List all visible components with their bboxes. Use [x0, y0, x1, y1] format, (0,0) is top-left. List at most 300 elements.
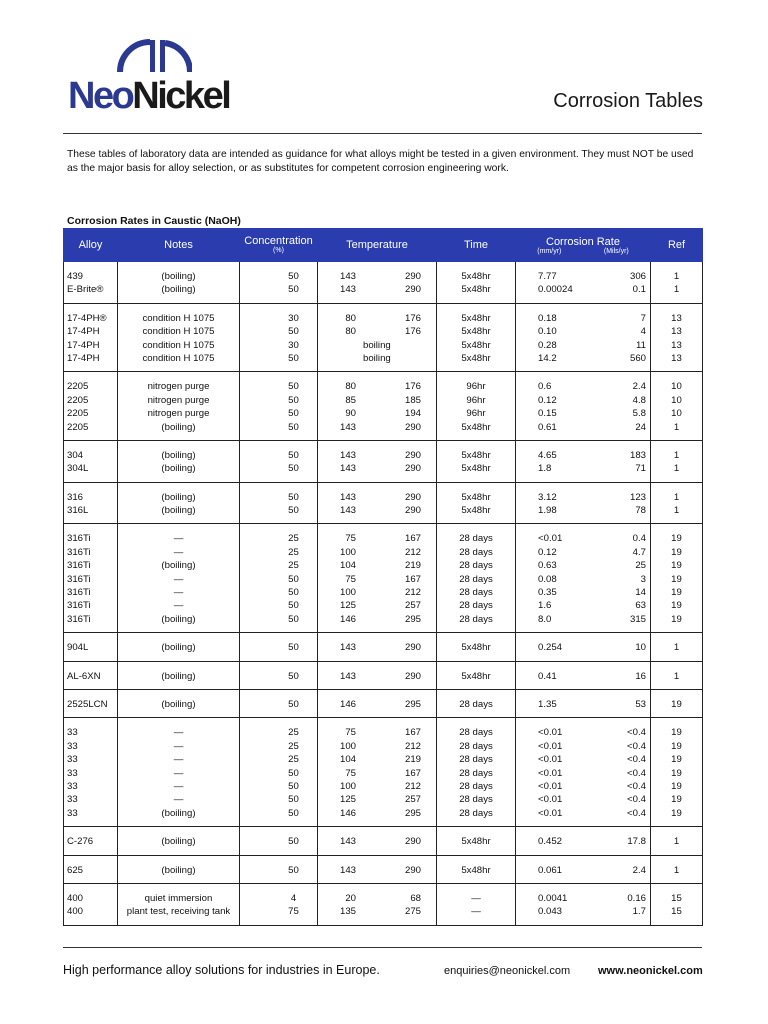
- temperature-pair: [318, 793, 436, 806]
- alloy-name: E-Brite®: [67, 284, 104, 296]
- test-notes: —: [173, 767, 184, 779]
- corrosion-rate-pair: [516, 835, 650, 848]
- concentration-value: 50: [288, 807, 299, 819]
- temperature-c: 80: [345, 381, 356, 393]
- cell-notes: [118, 689, 240, 717]
- time-value: 5x48hr: [461, 421, 491, 433]
- temperature-f: 194: [404, 408, 421, 420]
- test-notes: (boiling): [161, 463, 196, 475]
- test-notes: (boiling): [161, 670, 196, 682]
- cell-ref: [651, 661, 703, 689]
- rate-mm-per-yr: <0.01: [538, 533, 563, 545]
- alloy-name: 316Ti: [67, 613, 91, 625]
- cell-rate: [516, 633, 651, 661]
- table-group-row: [64, 262, 703, 304]
- temperature-c: 125: [339, 600, 356, 612]
- temperature-f: 212: [404, 546, 421, 558]
- temperature-c: 75: [345, 533, 356, 545]
- reference-number: 1: [673, 271, 680, 282]
- test-notes: —: [173, 573, 184, 585]
- cell-temp: [318, 633, 437, 661]
- cell-ref: [651, 855, 703, 883]
- rate-mils-per-yr: <0.4: [627, 754, 646, 766]
- corrosion-rate-pair: [516, 740, 650, 753]
- cell-rate: [516, 303, 651, 372]
- rate-mils-per-yr: 123: [629, 491, 646, 503]
- table-group-row: [64, 633, 703, 661]
- concentration-value: 50: [288, 767, 299, 779]
- temperature-f: 290: [404, 449, 421, 461]
- cell-rate: [516, 440, 651, 482]
- rate-mils-per-yr: <0.4: [627, 780, 646, 792]
- alloy-name: 33: [67, 807, 78, 819]
- cell-notes: [118, 262, 240, 304]
- corrosion-rate-pair: [516, 394, 650, 407]
- test-notes: (boiling): [161, 836, 196, 848]
- alloy-name: 17-4PH: [67, 352, 100, 364]
- time-value: 28 days: [459, 767, 493, 779]
- temperature-f: 176: [404, 312, 421, 324]
- corrosion-rate-pair: [516, 339, 650, 352]
- temperature-pair: [318, 835, 436, 848]
- header-concentration-label: Concentration: [244, 235, 313, 247]
- reference-number: 19: [671, 767, 682, 779]
- reference-number: 19: [671, 587, 682, 599]
- test-notes: (boiling): [161, 864, 196, 876]
- cell-ref: [651, 827, 703, 855]
- rate-mils-per-yr: 3: [640, 573, 646, 585]
- temperature-f: 167: [404, 533, 421, 545]
- rate-mils-per-yr: 11: [636, 339, 646, 351]
- corrosion-rate-pair: [516, 807, 650, 820]
- reference-number: 19: [671, 546, 682, 558]
- temperature-c: 146: [339, 698, 356, 710]
- header-rate-label: Corrosion Rate: [546, 235, 620, 248]
- cell-conc: [240, 372, 318, 441]
- table-group-row: [64, 372, 703, 441]
- temperature-c: 146: [339, 807, 356, 819]
- temperature-pair: [318, 641, 436, 654]
- alloy-name: 316Ti: [67, 533, 91, 545]
- alloy-name: 33: [67, 727, 78, 739]
- rate-mils-per-yr: 5.8: [632, 408, 646, 420]
- corrosion-rate-pair: [516, 892, 650, 905]
- alloy-name: AL-6XN: [67, 670, 101, 682]
- cell-conc: [240, 440, 318, 482]
- rate-mm-per-yr: 3.12: [538, 491, 557, 503]
- alloy-name: 2525LCN: [67, 698, 108, 710]
- cell-alloy: [64, 718, 118, 827]
- reference-number: 13: [671, 339, 682, 351]
- test-notes: —: [173, 794, 184, 806]
- alloy-name: 2205: [67, 421, 89, 433]
- corrosion-rate-pair: [516, 599, 650, 612]
- rate-mils-per-yr: 63: [635, 600, 646, 612]
- temperature-f: 290: [404, 491, 421, 503]
- cell-conc: [240, 303, 318, 372]
- test-notes: —: [173, 754, 184, 766]
- test-notes: —: [173, 546, 184, 558]
- alloy-name: 400: [67, 892, 84, 904]
- cell-alloy: [64, 827, 118, 855]
- temperature-c: 85: [345, 394, 356, 406]
- cell-ref: [651, 633, 703, 661]
- corrosion-rate-pair: [516, 352, 650, 365]
- temperature-f: 290: [404, 836, 421, 848]
- concentration-value: 50: [288, 587, 299, 599]
- rate-mm-per-yr: <0.01: [538, 754, 563, 766]
- footer-website-link[interactable]: www.neonickel.com: [598, 965, 703, 977]
- alloy-name: 316Ti: [67, 560, 91, 572]
- alloy-name: 316Ti: [67, 600, 91, 612]
- temperature-f: 219: [404, 754, 421, 766]
- alloy-name: 2205: [67, 381, 89, 393]
- alloy-name: 33: [67, 767, 78, 779]
- time-value: 96hr: [466, 394, 486, 406]
- test-notes: nitrogen purge: [147, 408, 210, 420]
- cell-alloy: [64, 883, 118, 925]
- rate-mils-per-yr: 17.8: [627, 836, 646, 848]
- logo-nickel: Nickel: [132, 75, 230, 117]
- time-value: 28 days: [459, 587, 493, 599]
- reference-number: 1: [673, 421, 680, 433]
- cell-temp: [318, 855, 437, 883]
- rate-mm-per-yr: <0.01: [538, 767, 563, 779]
- cell-alloy: [64, 689, 118, 717]
- rate-mm-per-yr: 7.77: [538, 271, 557, 282]
- rate-mm-per-yr: 0.28: [538, 339, 557, 351]
- cell-time: [437, 827, 516, 855]
- test-notes: —: [173, 587, 184, 599]
- temperature-f: 275: [404, 906, 421, 918]
- reference-number: 19: [671, 807, 682, 819]
- cell-time: [437, 855, 516, 883]
- reference-number: 1: [673, 670, 680, 682]
- concentration-value: 50: [288, 698, 299, 710]
- cell-ref: [651, 718, 703, 827]
- time-value: 5x48hr: [461, 642, 491, 654]
- table-group-row: [64, 855, 703, 883]
- alloy-name: 33: [67, 780, 78, 792]
- time-value: 5x48hr: [461, 505, 491, 517]
- cell-rate: [516, 689, 651, 717]
- reference-number: 15: [671, 892, 682, 904]
- rate-mm-per-yr: 1.98: [538, 505, 557, 517]
- cell-time: [437, 689, 516, 717]
- alloy-name: 33: [67, 754, 78, 766]
- rate-mils-per-yr: 1.7: [632, 906, 646, 918]
- temperature-pair: [318, 586, 436, 599]
- cell-temp: [318, 262, 437, 304]
- cell-time: [437, 440, 516, 482]
- header-concentration-unit: (%): [273, 247, 284, 254]
- test-notes: quiet immersion: [144, 892, 213, 904]
- rate-mils-per-yr: 10: [635, 642, 646, 654]
- footer-tagline: High performance alloy solutions for industries in Europe.: [63, 963, 380, 977]
- alloy-name: 316Ti: [67, 573, 91, 585]
- temperature-c: 143: [339, 284, 356, 296]
- temperature-f: 185: [404, 394, 421, 406]
- rate-mm-per-yr: 0.41: [538, 670, 557, 682]
- table-group-row: [64, 524, 703, 633]
- concentration-value: 30: [288, 339, 299, 351]
- reference-number: 10: [671, 394, 682, 406]
- temperature-pair: [318, 352, 436, 365]
- rate-mm-per-yr: 1.8: [538, 463, 552, 475]
- temperature-pair: [318, 698, 436, 711]
- cell-rate: [516, 262, 651, 304]
- corrosion-rate-pair: [516, 573, 650, 586]
- rate-mils-per-yr: 0.4: [632, 533, 646, 545]
- alloy-name: 316: [67, 491, 84, 503]
- corrosion-rate-pair: [516, 698, 650, 711]
- concentration-value: 50: [288, 449, 299, 461]
- alloy-name: 2205: [67, 408, 89, 420]
- header-divider: [63, 133, 702, 134]
- rate-mils-per-yr: 4.8: [632, 394, 646, 406]
- corrosion-rate-pair: [516, 270, 650, 283]
- table-group-row: [64, 827, 703, 855]
- cell-ref: [651, 524, 703, 633]
- cell-alloy: [64, 440, 118, 482]
- temperature-pair: [318, 767, 436, 780]
- temperature-pair: [318, 905, 436, 918]
- cell-temp: [318, 440, 437, 482]
- temperature-f: 167: [404, 727, 421, 739]
- footer-email-link[interactable]: enquiries@neonickel.com: [444, 965, 571, 977]
- alloy-name: 316Ti: [67, 546, 91, 558]
- rate-mils-per-yr: 16: [635, 670, 646, 682]
- cell-conc: [240, 827, 318, 855]
- rate-mm-per-yr: 0.35: [538, 587, 557, 599]
- reference-number: 1: [673, 449, 680, 461]
- time-value: 28 days: [459, 600, 493, 612]
- test-notes: condition H 1075: [142, 352, 215, 364]
- concentration-value: 50: [288, 271, 299, 282]
- temperature-pair: [318, 325, 436, 338]
- rate-mm-per-yr: 0.061: [538, 864, 563, 876]
- table-group-row: [64, 718, 703, 827]
- table-header-row: [64, 229, 703, 262]
- alloy-name: 17-4PH: [67, 339, 100, 351]
- cell-conc: [240, 689, 318, 717]
- rate-mils-per-yr: 25: [635, 560, 646, 572]
- rate-mm-per-yr: <0.01: [538, 807, 563, 819]
- alloy-name: 304: [67, 449, 84, 461]
- cell-time: [437, 718, 516, 827]
- concentration-value: 25: [288, 560, 299, 572]
- temperature-f: 290: [404, 642, 421, 654]
- corrosion-rate-pair: [516, 491, 650, 504]
- corrosion-rate-pair: [516, 532, 650, 545]
- rate-mils-per-yr: 2.4: [632, 381, 646, 393]
- test-notes: —: [173, 600, 184, 612]
- time-value: 96hr: [466, 381, 486, 393]
- rate-mils-per-yr: 183: [629, 449, 646, 461]
- alloy-name: C-276: [67, 836, 94, 848]
- temperature-pair: [318, 491, 436, 504]
- header-temperature: Temperature: [318, 229, 437, 262]
- temperature-c: 104: [339, 754, 356, 766]
- cell-time: [437, 633, 516, 661]
- temperature-c: 90: [345, 408, 356, 420]
- temperature-f: 68: [410, 892, 421, 904]
- reference-number: 19: [671, 794, 682, 806]
- temperature-c: 100: [339, 587, 356, 599]
- temperature-f: boiling: [363, 339, 391, 351]
- cell-rate: [516, 372, 651, 441]
- corrosion-rate-pair: [516, 905, 650, 918]
- cell-conc: [240, 883, 318, 925]
- concentration-value: 50: [288, 780, 299, 792]
- rate-mils-per-yr: <0.4: [627, 794, 646, 806]
- cell-time: [437, 262, 516, 304]
- rate-mm-per-yr: 0.452: [538, 836, 563, 848]
- temperature-f: 295: [404, 613, 421, 625]
- cell-notes: [118, 883, 240, 925]
- temperature-pair: [318, 449, 436, 462]
- cell-temp: [318, 482, 437, 524]
- cell-temp: [318, 524, 437, 633]
- header-rate-unit-mils: (Mils/yr): [603, 247, 629, 255]
- alloy-name: 17-4PH®: [67, 312, 107, 324]
- test-notes: (boiling): [161, 491, 196, 503]
- rate-mils-per-yr: 14: [635, 587, 646, 599]
- test-notes: —: [173, 780, 184, 792]
- temperature-c: 143: [339, 271, 356, 282]
- temperature-pair: [318, 753, 436, 766]
- test-notes: condition H 1075: [142, 312, 215, 324]
- temperature-c: 80: [345, 326, 356, 338]
- temperature-c: 135: [339, 906, 356, 918]
- temperature-pair: [318, 462, 436, 475]
- cell-time: [437, 661, 516, 689]
- concentration-value: 50: [288, 836, 299, 848]
- corrosion-rate-pair: [516, 613, 650, 626]
- cell-conc: [240, 482, 318, 524]
- temperature-pair: [318, 780, 436, 793]
- cell-rate: [516, 827, 651, 855]
- rate-mils-per-yr: <0.4: [627, 727, 646, 739]
- temperature-c: 80: [345, 312, 356, 324]
- rate-mils-per-yr: 2.4: [632, 864, 646, 876]
- temperature-pair: [318, 270, 436, 283]
- cell-rate: [516, 718, 651, 827]
- temperature-f: 167: [404, 767, 421, 779]
- temperature-pair: [318, 504, 436, 517]
- corrosion-rate-pair: [516, 325, 650, 338]
- cell-conc: [240, 855, 318, 883]
- rate-mm-per-yr: 0.10: [538, 326, 557, 338]
- reference-number: 13: [671, 352, 682, 364]
- concentration-value: 4: [290, 892, 297, 904]
- time-value: 5x48hr: [461, 491, 491, 503]
- temperature-c: 146: [339, 613, 356, 625]
- cell-conc: [240, 661, 318, 689]
- time-value: 28 days: [459, 560, 493, 572]
- cell-notes: [118, 661, 240, 689]
- temperature-c: 20: [345, 892, 356, 904]
- table-group-row: [64, 883, 703, 925]
- temperature-pair: [318, 532, 436, 545]
- temperature-c: 75: [345, 573, 356, 585]
- cell-alloy: [64, 372, 118, 441]
- corrosion-rate-pair: [516, 641, 650, 654]
- cell-notes: [118, 482, 240, 524]
- corrosion-rate-pair: [516, 449, 650, 462]
- reference-number: 19: [671, 754, 682, 766]
- concentration-value: 25: [288, 754, 299, 766]
- time-value: 5x48hr: [461, 864, 491, 876]
- rate-mils-per-yr: <0.4: [627, 807, 646, 819]
- rate-mils-per-yr: 306: [629, 271, 646, 282]
- time-value: —: [471, 892, 481, 904]
- rate-mm-per-yr: 0.12: [538, 394, 557, 406]
- corrosion-rate-pair: [516, 407, 650, 420]
- table-caption: Corrosion Rates in Caustic (NaOH): [67, 215, 241, 227]
- time-value: 28 days: [459, 807, 493, 819]
- alloy-name: 439: [67, 271, 84, 282]
- test-notes: condition H 1075: [142, 339, 215, 351]
- cell-rate: [516, 661, 651, 689]
- cell-alloy: [64, 482, 118, 524]
- temperature-f: 212: [404, 780, 421, 792]
- cell-time: [437, 482, 516, 524]
- corrosion-rate-pair: [516, 780, 650, 793]
- corrosion-rate-pair: [516, 504, 650, 517]
- cell-ref: [651, 482, 703, 524]
- rate-mm-per-yr: <0.01: [538, 727, 563, 739]
- temperature-f: 257: [404, 794, 421, 806]
- reference-number: 19: [671, 613, 682, 625]
- test-notes: nitrogen purge: [147, 394, 210, 406]
- reference-number: 13: [671, 326, 682, 338]
- concentration-value: 25: [288, 740, 299, 752]
- temperature-pair: [318, 312, 436, 325]
- corrosion-rate-pair: [516, 753, 650, 766]
- rate-mils-per-yr: <0.4: [627, 767, 646, 779]
- table-group-row: [64, 689, 703, 717]
- concentration-value: 50: [288, 670, 299, 682]
- test-notes: plant test, receiving tank: [126, 906, 231, 918]
- time-value: 28 days: [459, 740, 493, 752]
- temperature-pair: [318, 864, 436, 877]
- test-notes: (boiling): [161, 284, 196, 296]
- concentration-value: 50: [288, 421, 299, 433]
- header-ref: Ref: [651, 229, 703, 262]
- temperature-pair: [318, 613, 436, 626]
- neonickel-logo: [68, 38, 248, 117]
- temperature-c: 75: [345, 767, 356, 779]
- test-notes: (boiling): [161, 807, 196, 819]
- test-notes: (boiling): [161, 698, 196, 710]
- reference-number: 1: [673, 284, 680, 296]
- concentration-value: 50: [288, 381, 299, 393]
- rate-mils-per-yr: 315: [629, 613, 646, 625]
- temperature-c: 143: [339, 642, 356, 654]
- logo-wordmark: [68, 76, 229, 116]
- temperature-pair: [318, 380, 436, 393]
- cell-ref: [651, 303, 703, 372]
- cell-alloy: [64, 524, 118, 633]
- page-title: Corrosion Tables: [553, 90, 703, 112]
- concentration-value: 50: [288, 794, 299, 806]
- cell-temp: [318, 883, 437, 925]
- time-value: 5x48hr: [461, 339, 491, 351]
- cell-rate: [516, 482, 651, 524]
- time-value: 28 days: [459, 754, 493, 766]
- cell-rate: [516, 883, 651, 925]
